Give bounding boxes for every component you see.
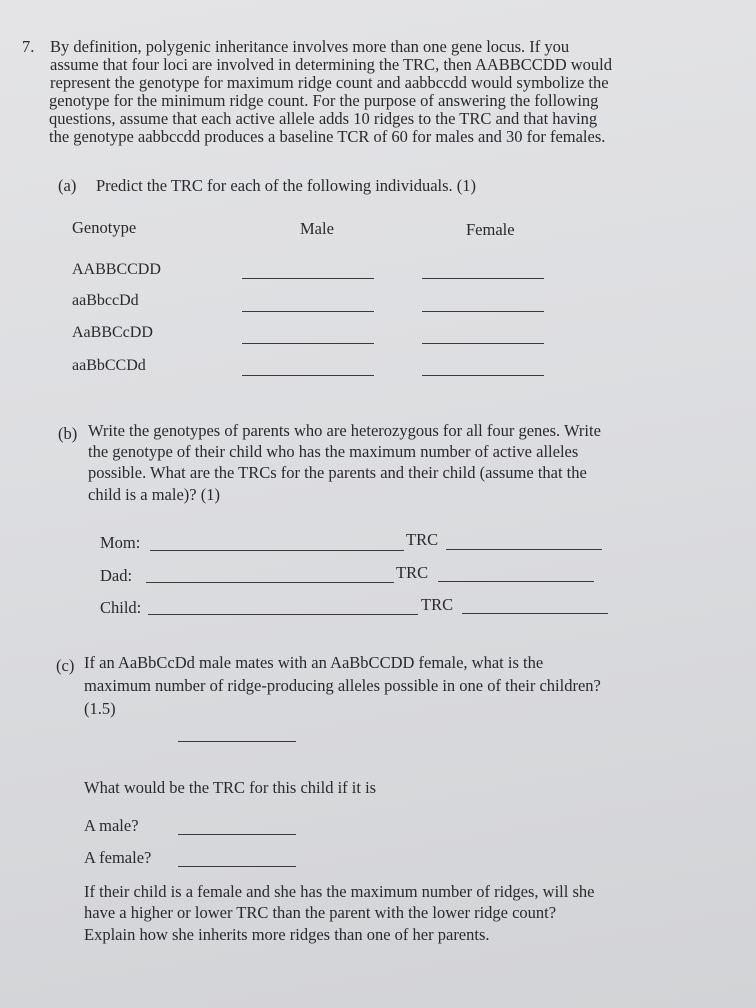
male-answer-blank[interactable] <box>242 278 374 279</box>
part-b-prompt-line: child is a male)? (1) <box>88 485 220 504</box>
column-header-genotype: Genotype <box>72 218 137 237</box>
dad-trc-label: TRC <box>396 563 429 582</box>
female-answer-blank[interactable] <box>422 311 544 312</box>
question-number: 7. <box>22 37 35 56</box>
final-question-line: Explain how she inherits more ridges than one of her parents. <box>84 925 490 944</box>
part-c-followup: What would be the TRC for this child if it is <box>84 778 377 797</box>
dad-label: Dad: <box>100 566 133 585</box>
part-b-prompt-line: Write the genotypes of parents who are heterozygous for all four genes. Write <box>88 421 601 440</box>
part-a-label: (a) <box>58 176 77 195</box>
female-answer-blank[interactable] <box>422 343 544 344</box>
mom-genotype-blank[interactable] <box>150 550 404 551</box>
intro-line: By definition, polygenic inheritance involves more than one gene locus. If you <box>50 37 570 56</box>
female-answer-blank[interactable] <box>422 278 544 279</box>
genotype-row-label: AaBBCcDD <box>72 324 153 341</box>
female-answer-blank[interactable] <box>422 375 544 376</box>
part-c-prompt-line: (1.5) <box>84 699 116 718</box>
column-header-female: Female <box>466 220 515 239</box>
part-b-prompt-line: the genotype of their child who has the maximum number of active alleles <box>88 442 579 461</box>
intro-line: genotype for the minimum ridge count. For the purpose of answering the following <box>49 91 599 110</box>
part-a-prompt: Predict the TRC for each of the following individuals. (1) <box>96 176 477 195</box>
male-trc-blank[interactable] <box>178 834 296 835</box>
intro-line: the genotype aabbccdd produces a baseline TCR of 60 for males and 30 for females. <box>49 127 606 146</box>
genotype-row-label: aaBbCCDd <box>72 357 146 374</box>
intro-line: represent the genotype for maximum ridge count and aabbccdd would symbolize the <box>50 73 609 92</box>
final-question-line: have a higher or lower TRC than the parent with the lower ridge count? <box>84 903 557 922</box>
part-c-prompt-line: maximum number of ridge-producing alleles possible in one of their children? <box>84 676 601 695</box>
dad-trc-blank[interactable] <box>438 581 594 582</box>
part-c-label: (c) <box>56 656 75 675</box>
female-label: A female? <box>84 848 152 867</box>
part-c-prompt-line: If an AaBbCcDd male mates with an AaBbCCDD female, what is the <box>84 653 544 672</box>
child-genotype-blank[interactable] <box>148 614 418 615</box>
column-header-male: Male <box>300 219 334 238</box>
male-answer-blank[interactable] <box>242 375 374 376</box>
part-b-label: (b) <box>58 424 78 443</box>
male-answer-blank[interactable] <box>242 343 374 344</box>
child-label: Child: <box>100 598 142 617</box>
child-trc-label: TRC <box>421 595 454 614</box>
female-trc-blank[interactable] <box>178 866 296 867</box>
part-b-prompt-line: possible. What are the TRCs for the parents and their child (assume that the <box>88 463 587 482</box>
final-question-line: If their child is a female and she has the maximum number of ridges, will she <box>84 882 595 901</box>
mom-trc-blank[interactable] <box>446 549 602 550</box>
mom-label: Mom: <box>100 533 141 552</box>
intro-line: assume that four loci are involved in determining the TRC, then AABBCCDD would <box>50 55 612 74</box>
male-answer-blank[interactable] <box>242 311 374 312</box>
genotype-row-label: AABBCCDD <box>72 261 161 278</box>
mom-trc-label: TRC <box>406 530 439 549</box>
child-trc-blank[interactable] <box>462 613 608 614</box>
intro-line: questions, assume that each active allele adds 10 ridges to the TRC and that having <box>49 109 598 128</box>
dad-genotype-blank[interactable] <box>146 582 394 583</box>
max-alleles-blank[interactable] <box>178 741 296 742</box>
male-label: A male? <box>84 816 139 835</box>
genotype-row-label: aaBbccDd <box>72 292 139 309</box>
